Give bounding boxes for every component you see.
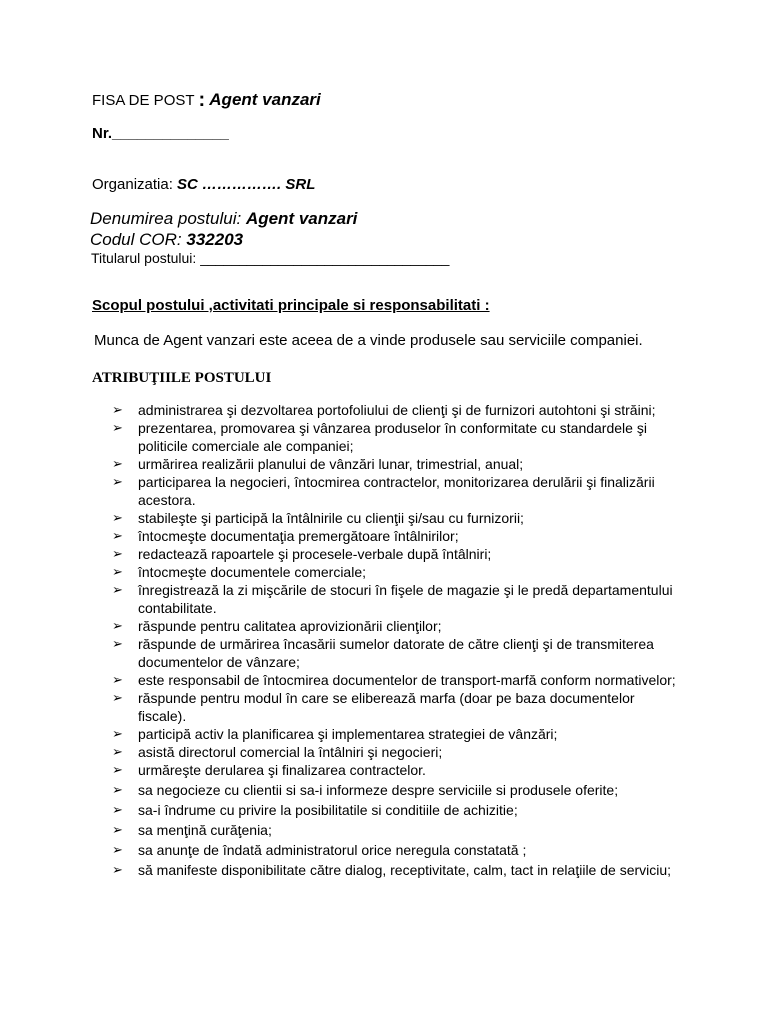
- duty-text: stabileşte şi participă la întâlnirile cu clienţii şi/sau cu furnizorii;: [138, 510, 524, 526]
- duty-item: [110, 545, 680, 563]
- duty-item: [110, 781, 680, 799]
- arrow-bullet-icon: ➢: [112, 402, 123, 417]
- duty-text: este responsabil de întocmirea documentelor de transport-marfă conform normativelor;: [138, 672, 676, 688]
- cor-code-value: 332203: [186, 230, 244, 249]
- holder-line: Titularul postului: ________________________________: [91, 250, 450, 266]
- document-number: Nr.______________: [92, 125, 229, 142]
- duty-text: participă activ la planificarea şi implementarea strategiei de vânzări;: [138, 726, 558, 742]
- duty-text: să manifeste disponibilitate către dialog, receptivitate, calm, tact in relaţiile de serviciu;: [138, 862, 672, 878]
- position-name-line: [90, 209, 357, 229]
- arrow-bullet-icon: ➢: [112, 456, 123, 471]
- arrow-bullet-icon: ➢: [112, 582, 123, 597]
- duty-text: sa negocieze cu clientii si sa-i informeze despre serviciile si produsele oferite;: [138, 782, 619, 798]
- position-name-label: Denumirea postului:: [90, 209, 242, 228]
- duty-item: [110, 671, 680, 689]
- duty-text: răspunde de urmărirea încasării sumelor datorate de către clienţi şi de transmiterea documentelor de vânzare;: [138, 636, 654, 670]
- duty-item: [110, 725, 680, 743]
- arrow-bullet-icon: ➢: [112, 510, 123, 525]
- duties-list: [110, 401, 680, 879]
- duty-item: [110, 635, 680, 671]
- duty-text: sa menţină curăţenia;: [138, 822, 272, 838]
- arrow-bullet-icon: ➢: [112, 618, 123, 633]
- arrow-bullet-icon: ➢: [112, 528, 123, 543]
- duty-text: redactează rapoartele şi procesele-verbale după întâlniri;: [138, 546, 492, 562]
- duty-item: [110, 821, 680, 839]
- arrow-bullet-icon: ➢: [112, 672, 123, 687]
- duty-item: [110, 689, 680, 725]
- duty-item: [110, 861, 680, 879]
- duties-heading: ATRIBUŢIILE POSTULUI: [92, 370, 272, 386]
- arrow-bullet-icon: ➢: [112, 822, 123, 837]
- duty-text: administrarea şi dezvoltarea portofoliului de clienţi şi de furnizori autohtoni şi străini;: [138, 402, 656, 418]
- duty-text: întocmeşte documentele comerciale;: [138, 564, 366, 580]
- arrow-bullet-icon: ➢: [112, 564, 123, 579]
- arrow-bullet-icon: ➢: [112, 420, 123, 435]
- scope-heading: Scopul postului ,activitati principale si responsabilitati :: [92, 297, 490, 314]
- duty-text: prezentarea, promovarea şi vânzarea produselor în conformitate cu standardele şi politicile comerciale ale companiei;: [138, 420, 647, 454]
- arrow-bullet-icon: ➢: [112, 474, 123, 489]
- duty-text: sa anunţe de îndată administratorul orice neregula constatată ;: [138, 842, 527, 858]
- duty-text: răspunde pentru calitatea aprovizionării clienţilor;: [138, 618, 442, 634]
- arrow-bullet-icon: ➢: [112, 636, 123, 651]
- duty-item: [110, 617, 680, 635]
- duty-text: răspunde pentru modul în care se eliberează marfa (doar pe baza documentelor fiscale).: [138, 690, 635, 724]
- arrow-bullet-icon: ➢: [112, 744, 123, 759]
- arrow-bullet-icon: ➢: [112, 782, 123, 797]
- arrow-bullet-icon: ➢: [112, 862, 123, 877]
- position-name-value: Agent vanzari: [245, 209, 358, 228]
- duty-item: [110, 743, 680, 761]
- duty-text: sa-i îndrume cu privire la posibilitatile si conditiile de achizitie;: [138, 802, 518, 818]
- arrow-bullet-icon: ➢: [112, 842, 123, 857]
- duty-item: [110, 455, 680, 473]
- duty-item: [110, 841, 680, 859]
- title-separator: :: [198, 89, 206, 111]
- duty-item: [110, 563, 680, 581]
- duty-item: [110, 401, 680, 419]
- organization-value: SC ……………. SRL: [177, 176, 316, 193]
- duty-item: [110, 473, 680, 509]
- arrow-bullet-icon: ➢: [112, 762, 123, 777]
- cor-code-line: [90, 230, 243, 250]
- cor-code-label: Codul COR:: [90, 230, 182, 249]
- organization-label: Organizatia:: [92, 176, 173, 193]
- duty-text: participarea la negocieri, întocmirea contractelor, monitorizarea derulării şi finalizării acestora.: [138, 474, 655, 508]
- title-prefix: FISA DE POST: [92, 92, 195, 109]
- arrow-bullet-icon: ➢: [112, 690, 123, 705]
- intro-paragraph: Munca de Agent vanzari este aceea de a vinde produsele sau serviciile companiei.: [94, 332, 643, 349]
- duty-text: urmărirea realizării planului de vânzări lunar, trimestrial, anual;: [138, 456, 524, 472]
- duty-text: asistă directorul comercial la întâlniri şi negocieri;: [138, 744, 443, 760]
- job-title: Agent vanzari: [209, 90, 321, 109]
- document-title: [92, 88, 321, 111]
- duty-text: înregistrează la zi mişcările de stocuri în fişele de magazie şi le predă departamentului contabilitate.: [138, 582, 673, 616]
- duty-item: [110, 419, 680, 455]
- arrow-bullet-icon: ➢: [112, 802, 123, 817]
- arrow-bullet-icon: ➢: [112, 726, 123, 741]
- arrow-bullet-icon: ➢: [112, 546, 123, 561]
- duty-item: [110, 509, 680, 527]
- duty-item: [110, 761, 680, 779]
- organization-line: [92, 176, 315, 193]
- duty-text: întocmeşte documentaţia premergătoare întâlnirilor;: [138, 528, 459, 544]
- duty-item: [110, 801, 680, 819]
- duty-item: [110, 581, 680, 617]
- duty-item: [110, 527, 680, 545]
- duty-text: urmăreşte derularea şi finalizarea contractelor.: [138, 762, 426, 778]
